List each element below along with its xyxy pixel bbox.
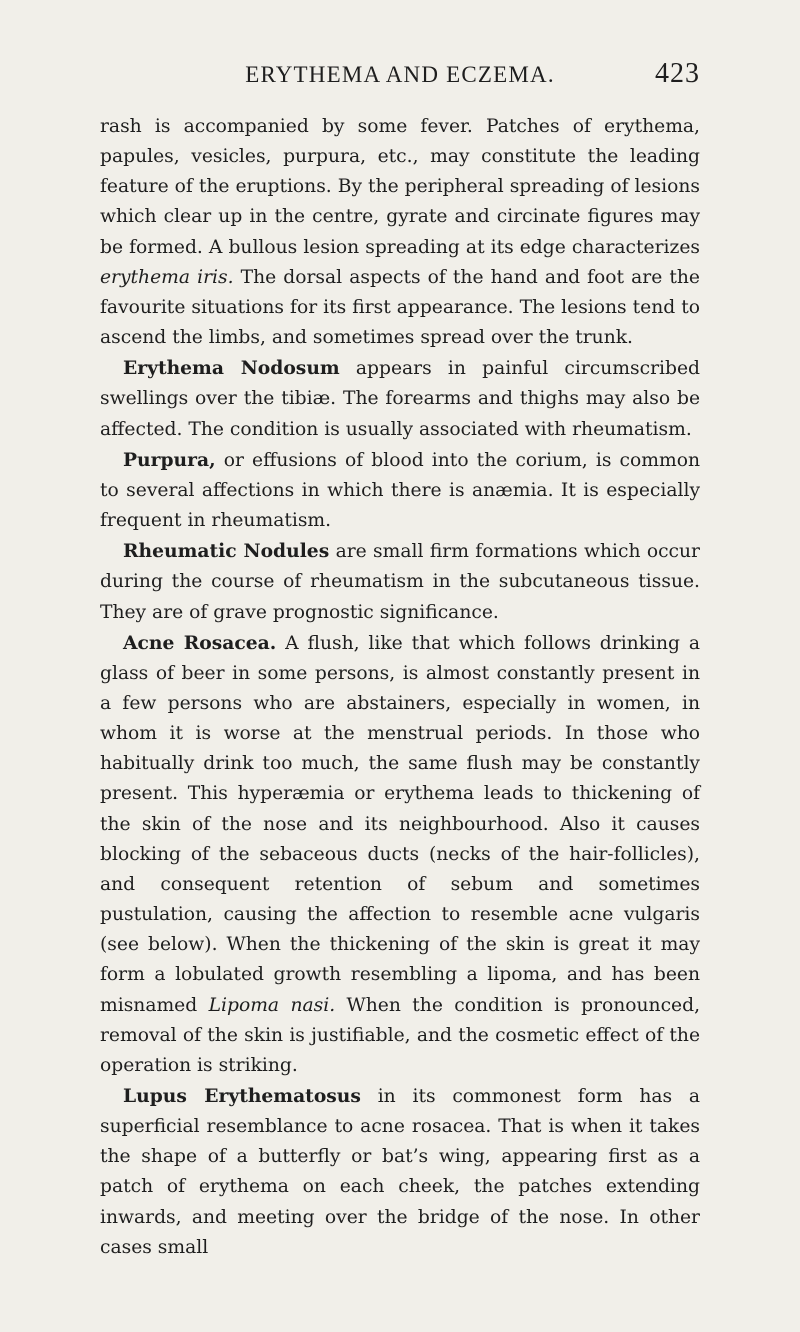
paragraph-text: or effusions of blood into the corium, is common to several affections in which there is anæmia. It is especially frequent in rheumatism. xyxy=(100,449,700,532)
lead-term-lupus-erythematosus: Lupus Erythematosus xyxy=(123,1085,361,1107)
paragraph-text: in its commonest form has a superficial resemblance to acne rosacea. That is when it takes the shape of a butterfly or bat’s wing, appearing first as a patch of erythema on each cheek, the patches extending inwards, and meeting over the bridge of the nose. In other cases small xyxy=(100,1086,701,1258)
paragraph-purpura xyxy=(100,445,700,536)
paragraph-erythema-nodosum xyxy=(100,353,700,444)
paragraph-acne-rosacea xyxy=(100,628,700,1081)
running-header xyxy=(100,58,700,92)
paragraph-text-after: The dorsal aspects of the hand and foot are the favourite situations for its first appearance. The lesions tend to ascend the limbs, and sometimes spread over the trunk. xyxy=(100,266,700,349)
paragraph-text: appears in painful circumscribed swellings over the tibiæ. The forearms and thighs may also be affected. The condition is usually associated with rheumatism. xyxy=(100,358,700,440)
paragraph-text: are small firm formations which occur during the course of rheumatism in the subcutaneous tissue. They are of grave prognostic significance. xyxy=(100,541,700,623)
paragraph-erythema-continuation xyxy=(100,112,700,353)
lead-term-rheumatic-nodules: Rheumatic Nodules xyxy=(123,540,330,563)
lead-term-erythema-nodosum: Erythema Nodosum xyxy=(123,357,340,380)
page-number: 423 xyxy=(655,58,700,89)
paragraph-text-after: When the condition is pronounced, removal of the skin is justifiable, and the cosmetic effect of the operation is striking. xyxy=(100,994,701,1076)
lead-term-acne-rosacea: Acne Rosacea. xyxy=(123,631,277,654)
body-text xyxy=(100,112,700,1263)
paragraph-text: rash is accompanied by some fever. Patches of erythema, papules, vesicles, purpura, etc., may constitute the leading feature of the eruptions. By the peripheral spreading of lesions which clear up in the centre, gyrate and circinate figures may be formed. A bullous lesion spreading at its edge characterizes xyxy=(100,116,700,258)
italic-term-erythema-iris: erythema iris. xyxy=(100,266,234,288)
running-title: ERYTHEMA AND ECZEMA. xyxy=(245,62,555,87)
paragraph-text: A flush, like that which follows drinking a glass of beer in some persons, is almost constantly present in a few persons who are abstainers, especially in women, in whom it is worse at the menstrual periods. In those who habitually drink too much, the same flush may be constantly present. This hyperæmia or erythema leads to thickening of the skin of the nose and its neighbourhood. Also it causes blocking of the sebaceous ducts (necks of the hair-follicles), and consequent retention of sebum and sometimes pustulation, causing the affection to resemble acne vulgaris (see below). When the thickening of the skin is great it may form a lobulated growth resembling a lipoma, and has been misnamed xyxy=(100,632,700,1016)
italic-term-lipoma-nasi: Lipoma nasi. xyxy=(208,994,336,1016)
lead-term-purpura: Purpura, xyxy=(123,448,216,471)
paragraph-rheumatic-nodules xyxy=(100,536,700,627)
paragraph-lupus-erythematosus xyxy=(100,1081,700,1263)
